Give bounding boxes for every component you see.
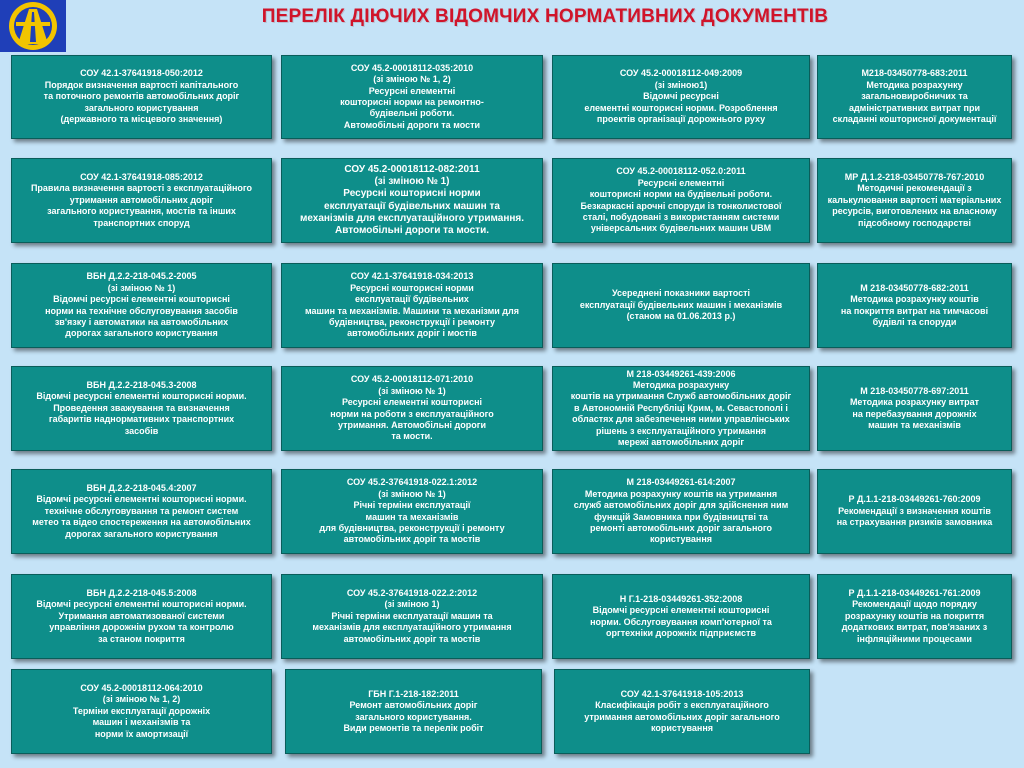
document-text: Н Г.1-218-03449261-352:2008 Відомчі ресурсні елементні кошторисні норми. Обслуговування комп'ютерної та оргтехніки дорожніх підприємств (590, 593, 772, 638)
document-text: СОУ 45.2-00018112-064:2010 (зі зміною № 1, 2) Терміни експлуатації дорожніх машин і механізмів та норми їх амортизації (72, 682, 211, 739)
document-card[interactable] (554, 669, 810, 754)
document-card[interactable] (281, 55, 543, 139)
document-text: М 218-03450778-682:2011 Методика розрахунку коштів на покриття витрат на тимчасові будівлі та споруди (840, 282, 989, 327)
document-text: ВБН Д.2.2-218-045.5:2008 Відомчі ресурсні елементні кошторисні норми. Утримання автоматизованої системи управління дорожнім рухом та контролю за станом покриття (36, 587, 247, 644)
document-text: Р Д.1.1-218-03449261-761:2009 Рекомендації щодо порядку розрахунку коштів на покриття додаткових витрат, пов'язаних з інфляційними процесами (841, 587, 988, 644)
document-text: ВБН Д.2.2-218-045.3-2008 Відомчі ресурсні елементні кошторисні норми. Проведення зважування та визначення габаритів наднормативних транспортних засобів (36, 379, 247, 436)
document-text: ГБН Г.1-218-182:2011 Ремонт автомобільних доріг загального користування. Види ремонтів та перелік робіт (343, 688, 484, 733)
document-text: ВБН Д.2.2-218-045.4:2007 Відомчі ресурсні елементні кошторисні норми. технічне обслуговування та ремонт систем метео та відео спостереження на автомобільних дорогах загального користування (32, 482, 251, 539)
document-card[interactable] (552, 263, 810, 348)
document-text: М218-03450778-683:2011 Методика розрахунку загальновиробничих та адміністративних витрат при складанні кошторисної документації (832, 68, 997, 125)
document-card[interactable] (817, 574, 1012, 659)
document-text: СОУ 45.2-00018112-071:2010 (зі зміною № 1) Ресурсні елементні кошторисні норми на роботи з експлуатаційного утримання. Автомобільні дороги та мости. (330, 374, 494, 442)
document-card[interactable] (817, 55, 1012, 139)
page-title: ПЕРЕЛІК ДІЮЧИХ ВІДОМЧИХ НОРМАТИВНИХ ДОКУМЕНТІВ (261, 6, 829, 27)
document-text: СОУ 42.1-37641918-050:2012 Порядок визначення вартості капітального та поточного ремонтів автомобільних доріг загального користування (державного та місцевого значення) (43, 68, 240, 125)
document-card[interactable] (817, 469, 1012, 554)
document-card[interactable] (281, 158, 543, 243)
document-text: СОУ 42.1-37641918-105:2013 Класифікація робіт з експлуатаційного утримання автомобільних доріг загального користування (584, 688, 780, 733)
document-card[interactable] (11, 158, 272, 243)
document-card[interactable] (11, 669, 272, 754)
document-card[interactable] (11, 469, 272, 554)
document-text: М 218-03449261-439:2006 Методика розрахунку коштів на утримання Служб автомобільних доріг в Автономній Республіці Крим, м. Севастополі і областях для забезпечення ними управлінських рішень з експлуатаційного утримання мережі автомобільних доріг (570, 368, 792, 448)
road-logo (0, 0, 66, 52)
document-text: Усереднені показники вартості експлуатації будівельних машин і механізмів (станом на 01.06.2013 р.) (579, 288, 783, 322)
document-card[interactable] (552, 55, 810, 139)
document-text: М 218-03450778-697:2011 Методика розрахунку витрат на перебазування дорожніх машин та механізмів (849, 385, 980, 430)
document-card[interactable] (552, 158, 810, 243)
document-card[interactable] (281, 263, 543, 348)
document-text: М 218-03449261-614:2007 Методика розрахунку коштів на утримання служб автомобільних доріг для здійснення ним функцій Замовника при будівництві та ремонті автомобільних доріг загального користування (573, 477, 789, 545)
document-card[interactable] (817, 366, 1012, 451)
document-text: СОУ 45.2-00018112-049:2009 (зі зміною1) Відомчі ресурсні елементні кошторисні норми. Розроблення проектів організації дорожнього руху (584, 68, 778, 125)
document-card[interactable] (11, 263, 272, 348)
document-text: СОУ 42.1-37641918-085:2012 Правила визначення вартості з експлуатаційного утримання автомобільних доріг загального користування, мостів та інших транспортних споруд (30, 171, 253, 228)
document-card[interactable] (281, 469, 543, 554)
document-text: ВБН Д.2.2-218-045.2-2005 (зі зміною № 1) Відомчі ресурсні елементні кошторисні норми на технічне обслуговування засобів зв'язку і автоматики на автомобільних дорогах загального користування (45, 271, 238, 339)
document-card[interactable] (817, 158, 1012, 243)
document-card[interactable] (552, 469, 810, 554)
road-logo-icon (0, 0, 66, 52)
document-text: МР Д.1.2-218-03450778-767:2010 Методичні рекомендації з калькулювання вартості матеріальних ресурсів, виготовлених на власному підсобному господарстві (827, 171, 1002, 228)
document-card[interactable] (281, 366, 543, 451)
document-text: СОУ 45.2-00018112-035:2010 (зі зміною № 1, 2) Ресурсні елементні кошторисні норми на ремонтно- будівельні роботи. Автомобільні дороги та мости (340, 62, 484, 130)
document-text: СОУ 42.1-37641918-034:2013 Ресурсні кошторисні норми експлуатації будівельних машин та механізмів. Машини та механізми для будівництва, реконструкції і ремонту автомобільних доріг і мостів (304, 271, 519, 339)
document-text: СОУ 45.2-37641918-022.2:2012 (зі зміною 1) Річні терміни експлуатації машин та механізмів для експлуатаційного утримання автомобільних доріг та мостів (312, 587, 512, 644)
document-text: СОУ 45.2-00018112-082:2011 (зі зміною № 1) Ресурсні кошторисні норми експлуатації будівельних машин та механізмів для експлуатаційного утримання. Автомобільні дороги та мости. (299, 163, 525, 236)
document-card[interactable] (11, 574, 272, 659)
document-card[interactable] (11, 366, 272, 451)
document-text: Р Д.1.1-218-03449261-760:2009 Рекомендації з визначення коштів на страхування ризиків замовника (836, 494, 993, 528)
document-card[interactable] (285, 669, 542, 754)
document-card[interactable] (552, 366, 810, 451)
document-card[interactable] (281, 574, 543, 659)
document-text: СОУ 45.2-37641918-022.1:2012 (зі зміною № 1) Річні терміни експлуатації машин та механізмів для будівництва, реконструкції і ремонту автомобільних доріг та мостів (319, 477, 505, 545)
document-text: СОУ 45.2-00018112-052.0:2011 Ресурсні елементні кошторисні норми на будівельні роботи. Безкаркасні арочні споруди із тонколистової сталі, побудовані з використанням системи універсальних будівельних машин UBM (580, 166, 782, 234)
document-card[interactable] (11, 55, 272, 139)
document-card[interactable] (817, 263, 1012, 348)
document-card[interactable] (552, 574, 810, 659)
